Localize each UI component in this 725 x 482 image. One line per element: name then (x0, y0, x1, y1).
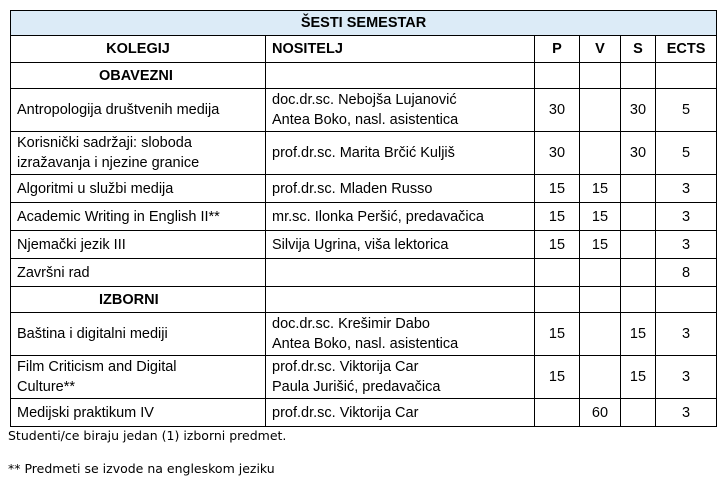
table-row (11, 231, 717, 259)
hours-s-cell: 15 (621, 313, 656, 356)
course-name-line: Academic Writing in English II** (17, 208, 220, 225)
course-name-line: Medijski praktikum IV (17, 404, 154, 421)
elective-note: Studenti/ce biraju jedan (1) izborni predmet. (8, 428, 287, 443)
hours-v-cell: 15 (580, 175, 621, 203)
header-v: V (580, 36, 621, 63)
empty-cell (621, 287, 656, 313)
course-name-cell (11, 203, 266, 231)
empty-cell (535, 63, 580, 89)
table-row (11, 313, 717, 356)
group-row (11, 63, 717, 89)
hours-v-cell (580, 313, 621, 356)
english-note: ** Predmeti se izvode na engleskom jeziku (8, 461, 275, 476)
hours-s-cell (621, 203, 656, 231)
course-name-line: Algoritmi u službi medija (17, 180, 174, 197)
lecturer-cell (266, 356, 535, 399)
course-name-line: Baština i digitalni mediji (17, 326, 168, 342)
lecturer-line: Antea Boko, nasl. asistentica (272, 336, 459, 352)
header-nositelj: NOSITELJ (266, 36, 535, 63)
hours-v-cell: 15 (580, 203, 621, 231)
hours-p-cell: 30 (535, 89, 580, 132)
header-ects: ECTS (656, 36, 717, 63)
hours-s-cell (621, 259, 656, 287)
course-name-line: Njemački jezik III (17, 236, 126, 253)
course-name-line: Antropologija društvenih medija (17, 102, 220, 118)
lecturer-line: prof.dr.sc. Viktorija Car (272, 404, 419, 421)
header-kolegij: KOLEGIJ (11, 36, 266, 63)
lecturer-cell (266, 231, 535, 259)
hours-s-cell (621, 175, 656, 203)
course-name-line: izražavanja i njezine granice (17, 155, 200, 171)
table-row (11, 356, 717, 399)
ects-cell: 5 (656, 89, 717, 132)
empty-cell (580, 63, 621, 89)
lecturer-cell (266, 203, 535, 231)
course-name-cell (11, 175, 266, 203)
empty-cell (580, 287, 621, 313)
ects-cell: 5 (656, 132, 717, 175)
title-row (11, 11, 717, 36)
empty-cell (656, 287, 717, 313)
table-row (11, 175, 717, 203)
table-row (11, 399, 717, 427)
course-name-line: Culture** (17, 379, 76, 395)
empty-cell (656, 63, 717, 89)
hours-p-cell: 15 (535, 313, 580, 356)
lecturer-line: prof.dr.sc. Mladen Russo (272, 180, 433, 197)
hours-v-cell (580, 259, 621, 287)
course-name-line: Završni rad (17, 264, 90, 281)
table-row (11, 259, 717, 287)
hours-v-cell: 15 (580, 231, 621, 259)
ects-cell: 3 (656, 175, 717, 203)
hours-p-cell: 30 (535, 132, 580, 175)
lecturer-line: Paula Jurišić, predavačica (272, 379, 441, 395)
header-p: P (535, 36, 580, 63)
lecturer-cell (266, 89, 535, 132)
lecturer-cell (266, 259, 535, 287)
lecturer-cell (266, 313, 535, 356)
ects-cell: 3 (656, 399, 717, 427)
ects-cell: 3 (656, 313, 717, 356)
course-name-cell (11, 89, 266, 132)
hours-v-cell (580, 132, 621, 175)
hours-p-cell: 15 (535, 356, 580, 399)
course-name-cell (11, 231, 266, 259)
course-name-cell (11, 356, 266, 399)
empty-cell (621, 63, 656, 89)
lecturer-line: doc.dr.sc. Krešimir Dabo (272, 316, 430, 332)
hours-p-cell: 15 (535, 203, 580, 231)
empty-cell (266, 63, 535, 89)
hours-p-cell (535, 259, 580, 287)
group-label: OBAVEZNI (11, 63, 266, 89)
hours-v-cell (580, 89, 621, 132)
table-body (11, 63, 717, 427)
semester-table (10, 10, 717, 427)
table-row (11, 132, 717, 175)
lecturer-line: prof.dr.sc. Marita Brčić Kuljiš (272, 145, 455, 161)
ects-cell: 8 (656, 259, 717, 287)
hours-s-cell: 30 (621, 89, 656, 132)
lecturer-cell (266, 399, 535, 427)
empty-cell (535, 287, 580, 313)
hours-s-cell (621, 399, 656, 427)
lecturer-cell (266, 132, 535, 175)
lecturer-line: prof.dr.sc. Viktorija Car (272, 359, 419, 375)
lecturer-line: Antea Boko, nasl. asistentica (272, 112, 459, 128)
semester-title: ŠESTI SEMESTAR (11, 11, 717, 36)
lecturer-line: mr.sc. Ilonka Peršić, predavačica (272, 208, 484, 225)
group-row (11, 287, 717, 313)
course-name-line: Film Criticism and Digital (17, 359, 177, 375)
course-name-line: Korisnički sadržaji: sloboda (17, 135, 192, 151)
hours-p-cell (535, 399, 580, 427)
course-name-cell (11, 313, 266, 356)
course-name-cell (11, 132, 266, 175)
header-s: S (621, 36, 656, 63)
lecturer-line: doc.dr.sc. Nebojša Lujanović (272, 92, 457, 108)
table-row (11, 89, 717, 132)
ects-cell: 3 (656, 356, 717, 399)
hours-v-cell: 60 (580, 399, 621, 427)
course-name-cell (11, 259, 266, 287)
ects-cell: 3 (656, 231, 717, 259)
table-row (11, 203, 717, 231)
course-name-cell (11, 399, 266, 427)
header-row (11, 36, 717, 63)
group-label: IZBORNI (11, 287, 266, 313)
hours-s-cell: 30 (621, 132, 656, 175)
hours-s-cell (621, 231, 656, 259)
hours-s-cell: 15 (621, 356, 656, 399)
ects-cell: 3 (656, 203, 717, 231)
hours-p-cell: 15 (535, 231, 580, 259)
lecturer-cell (266, 175, 535, 203)
hours-p-cell: 15 (535, 175, 580, 203)
hours-v-cell (580, 356, 621, 399)
empty-cell (266, 287, 535, 313)
lecturer-line: Silvija Ugrina, viša lektorica (272, 236, 449, 253)
